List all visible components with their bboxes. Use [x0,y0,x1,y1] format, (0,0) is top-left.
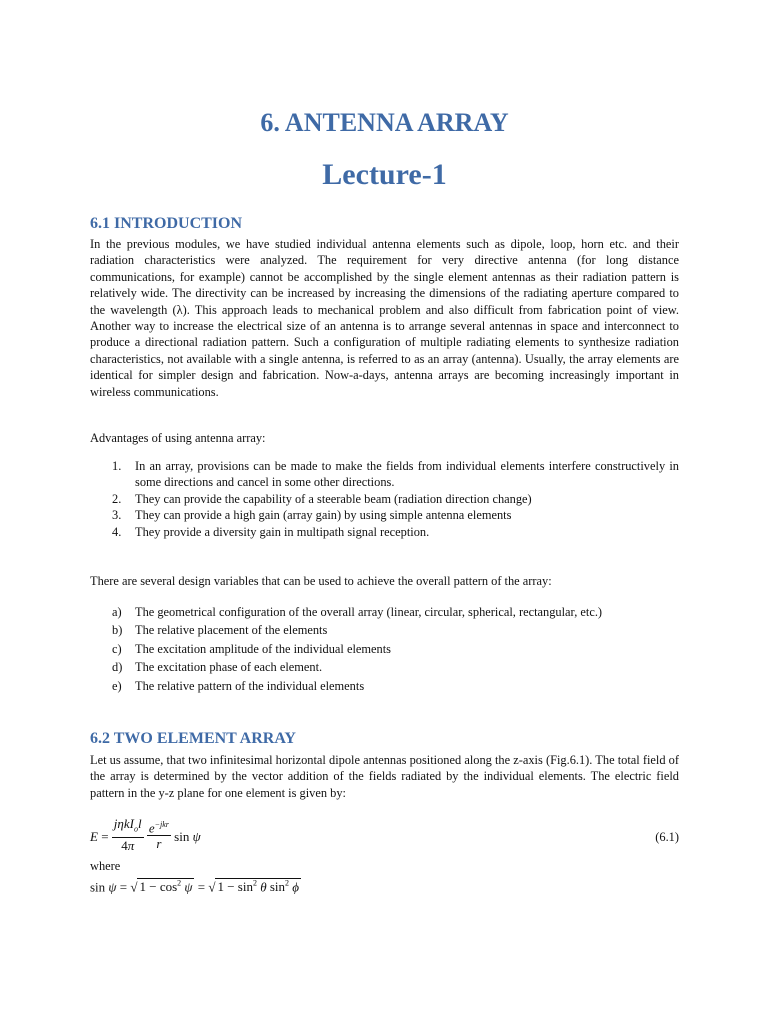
where-label: where [90,859,121,873]
page-title: 6. ANTENNA ARRAY [260,108,509,137]
equation-sin-psi: sin ψ = √ $1 - \cos^2 \psi$ = √ $1 - \sin^2 \theta$ $\sin^2 \phi$ [90,879,300,895]
intro-paragraph: In the previous modules, we have studied individual antenna elements such as dipole, loop, horn etc. and their radiation characteristics were analyzed. The requirement for very directive antenna (for long distance communications, for example) cannot be accomplished by the single element antennas as their radiation pattern is relatively wide. The directivity can be increased by increasing the dimensions of the radiating aperture compared to the wavelength (λ). This approach leads to mechanical problem and also difficult from fabrication point of view. Another way to increase the electrical size of an antenna is to arrange several antennas in space and interconnect to produce a directional radiation pattern. Such a configuration of multiple radiating elements to synthesize radiation characteristics, not available with a single antenna, is referred to as an array (antenna). Usually, the array elements are identical for simpler design and fabrication. Now-a-days, antenna arrays are becoming increasingly important in wireless communications. [90,237,679,399]
list-item: e) The relative pattern of the individual elements [112,678,365,693]
list-item: a) The geometrical configuration of the overall array (linear, circular, spherical, rectangular, etc.) [112,605,603,619]
lecture-subtitle: Lecture-1 [322,158,447,191]
list-item: 2. They can provide the capability of a steerable beam (radiation direction change) [112,491,532,506]
list-item: d) The excitation phase of each element. [112,660,323,675]
list-item: 3. They can provide a high gain (array gain) by using simple antenna elements [112,508,512,523]
section-heading-introduction: 6.1 INTRODUCTION [90,215,243,232]
design-variables-label: There are several design variables that can be used to achieve the overall pattern of the array: [90,574,552,588]
equation-6-1 [90,816,679,856]
equation-number: (6.1) [655,830,679,844]
list-item: b) The relative placement of the elements [112,623,328,638]
list-item: 1. In an array, provisions can be made to make the fields from individual elements interfere constructively in some directions and cancel in some other directions. [112,459,679,490]
list-item: c) The excitation amplitude of the individual elements [112,641,391,656]
section-heading-two-element-array: 6.2 TWO ELEMENT ARRAY [90,730,296,747]
equation-field-pattern: E = $\frac{j\eta kI_ol}{4\pi}$ $\frac{e^{-jkr}}{r}$ sin ψ [90,816,201,853]
advantages-list [90,458,679,540]
design-variables-list [90,603,679,695]
two-element-paragraph: Let us assume, that two infinitesimal horizontal dipole antennas positioned along the z-axis (Fig.6.1). The total field of the array is determined by the vector addition of the fields radiated by the individual elements. The electric field pattern in the y-z plane for one element is given by: [90,753,679,800]
advantages-label: Advantages of using antenna array: [90,431,266,445]
list-item: 4. They provide a diversity gain in multipath signal reception. [112,524,430,539]
